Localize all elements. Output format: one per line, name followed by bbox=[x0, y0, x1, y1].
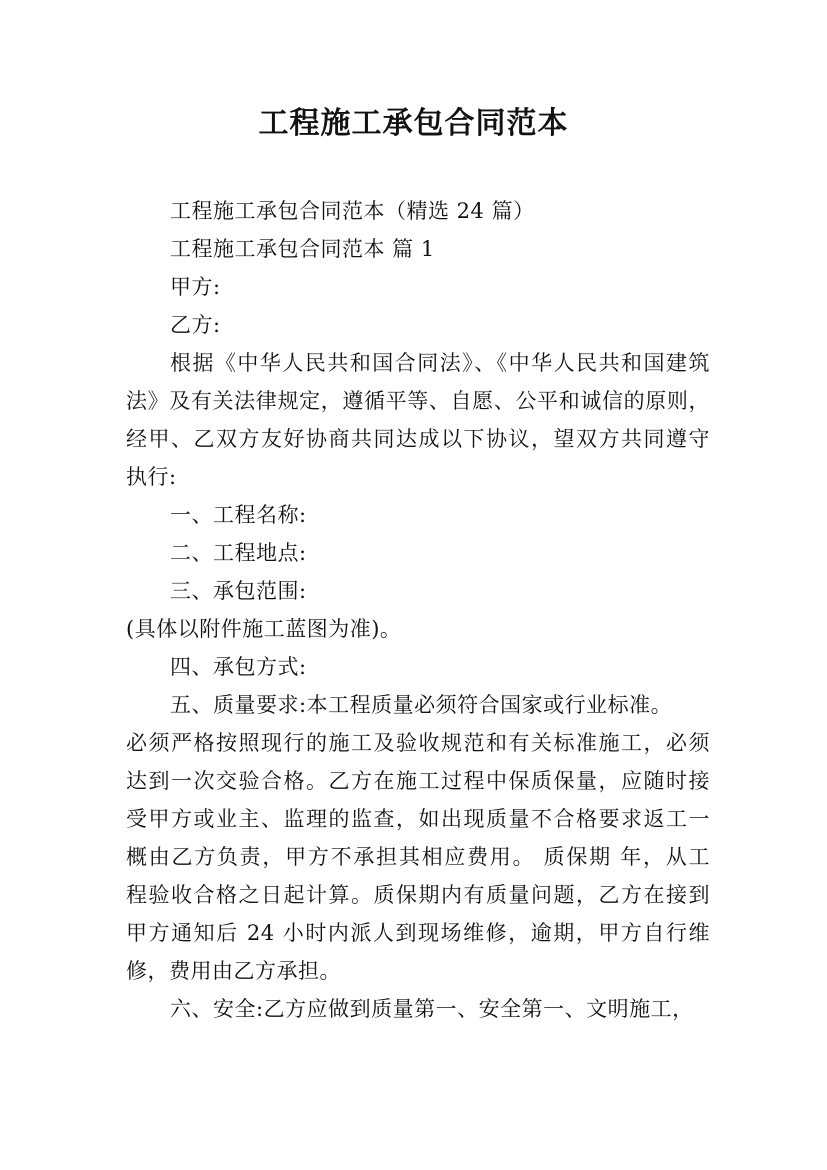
paragraph-line: 根据《中华人民共和国合同法》、《中华人民共和国建筑 bbox=[170, 351, 710, 375]
paragraph-line: 甲方通知后 24 小时内派人到现场维修，逾期，甲方自行维 bbox=[126, 921, 710, 945]
section-heading: 工程施工承包合同范本 篇 1 bbox=[170, 237, 435, 261]
paragraph-line: 程验收合格之日起计算。质保期内有质量问题，乙方在接到 bbox=[126, 883, 710, 907]
paragraph-line: 必须严格按照现行的施工及验收规范和有关标准施工，必须 bbox=[126, 731, 710, 755]
clause-contract-method: 四、承包方式: bbox=[170, 655, 307, 679]
clause-project-location: 二、工程地点: bbox=[170, 541, 307, 565]
paragraph-line: 经甲、乙双方友好协商共同达成以下协议，望双方共同遵守 bbox=[126, 427, 710, 451]
party-b-line: 乙方: bbox=[170, 313, 221, 337]
subtitle-line: 工程施工承包合同范本（精选 24 篇） bbox=[170, 199, 535, 223]
document-body bbox=[126, 192, 710, 1028]
clause-quality: 五、质量要求:本工程质量必须符合国家或行业标准。 bbox=[170, 693, 673, 717]
scope-note: (具体以附件施工蓝图为准)。 bbox=[126, 617, 402, 641]
clause-contract-scope: 三、承包范围: bbox=[170, 579, 307, 603]
paragraph-line: 执行: bbox=[126, 465, 177, 489]
paragraph-line: 修，费用由乙方承担。 bbox=[126, 959, 341, 983]
paragraph-line: 法》及有关法律规定，遵循平等、自愿、公平和诚信的原则， bbox=[126, 389, 710, 413]
document-title: 工程施工承包合同范本 bbox=[258, 106, 569, 141]
paragraph-line: 概由乙方负责，甲方不承担其相应费用。 质保期 年，从工 bbox=[126, 845, 710, 869]
paragraph-line: 达到一次交验合格。乙方在施工过程中保质保量，应随时接 bbox=[126, 769, 710, 793]
paragraph-line: 受甲方或业主、监理的监查，如出现质量不合格要求返工一 bbox=[126, 807, 710, 831]
clause-project-name: 一、工程名称: bbox=[170, 503, 307, 527]
party-a-line: 甲方: bbox=[170, 275, 221, 299]
clause-safety: 六、安全:乙方应做到质量第一、安全第一、文明施工， bbox=[170, 997, 694, 1021]
